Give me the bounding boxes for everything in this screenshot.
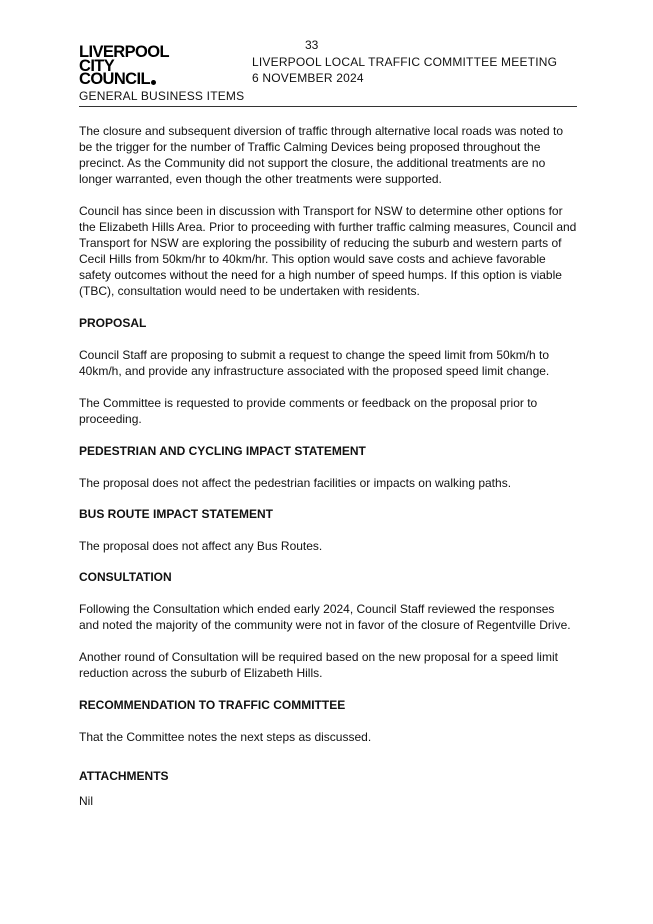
logo-line-3: COUNCIL bbox=[79, 73, 169, 87]
page-number: 33 bbox=[305, 38, 319, 52]
heading-consultation: CONSULTATION bbox=[79, 570, 172, 584]
paragraph-closure: The closure and subsequent diversion of traffic through alternative local roads was noted to be the trigger for the number of Traffic Calming Devices being proposed throughout the precinct. As the Community did not support the closure, the additional treatments are no longer warranted, even though the other treatments were supported. bbox=[79, 124, 564, 186]
council-logo bbox=[79, 43, 169, 88]
heading-pedestrian: PEDESTRIAN AND CYCLING IMPACT STATEMENT bbox=[79, 444, 366, 458]
paragraph-consultation-1: Following the Consultation which ended early 2024, Council Staff reviewed the responses and noted the majority of the community were not in favor of the closure of Regentville Drive. bbox=[79, 602, 571, 632]
header-divider bbox=[79, 106, 577, 107]
paragraph-proposal-2: The Committee is requested to provide comments or feedback on the proposal prior to proceeding. bbox=[79, 396, 538, 426]
paragraph-pedestrian: The proposal does not affect the pedestrian facilities or impacts on walking paths. bbox=[79, 476, 512, 490]
paragraph-proposal-1: Council Staff are proposing to submit a request to change the speed limit from 50km/h to 40km/h, and provide any infrastructure associated with the proposed speed limit change. bbox=[79, 348, 550, 378]
heading-attachments: ATTACHMENTS bbox=[79, 769, 169, 783]
meeting-info bbox=[252, 55, 557, 86]
paragraph-attachments: Nil bbox=[79, 794, 93, 808]
paragraph-recommendation: That the Committee notes the next steps as discussed. bbox=[79, 730, 372, 744]
heading-proposal: PROPOSAL bbox=[79, 316, 147, 330]
logo-line-2: CITY bbox=[79, 56, 115, 75]
heading-recommendation: RECOMMENDATION TO TRAFFIC COMMITTEE bbox=[79, 698, 346, 712]
logo-line-1: LIVERPOOL bbox=[79, 43, 169, 61]
heading-bus-route: BUS ROUTE IMPACT STATEMENT bbox=[79, 507, 273, 521]
paragraph-discussion: Council has since been in discussion with Transport for NSW to determine other options for the Elizabeth Hills Area. Prior to proceeding with further traffic calming measures, Council and Transport for NSW are exploring the possibility of reducing the suburb and western parts of Cecil Hills from 50km/hr to 40km/hr. This option would save costs and achieve favorable safety outcomes without the need for a high number of speed humps. If this option is viable (TBC), consultation would need to be undertaken with residents. bbox=[79, 204, 577, 298]
meeting-date: 6 NOVEMBER 2024 bbox=[252, 70, 364, 85]
section-label: GENERAL BUSINESS ITEMS bbox=[79, 89, 245, 103]
paragraph-bus-route: The proposal does not affect any Bus Routes. bbox=[79, 539, 323, 553]
paragraph-consultation-2: Another round of Consultation will be required based on the new proposal for a speed limit reduction across the suburb of Elizabeth Hills. bbox=[79, 650, 558, 680]
logo-dot-icon bbox=[151, 80, 156, 85]
meeting-title: LIVERPOOL LOCAL TRAFFIC COMMITTEE MEETING bbox=[252, 55, 558, 69]
